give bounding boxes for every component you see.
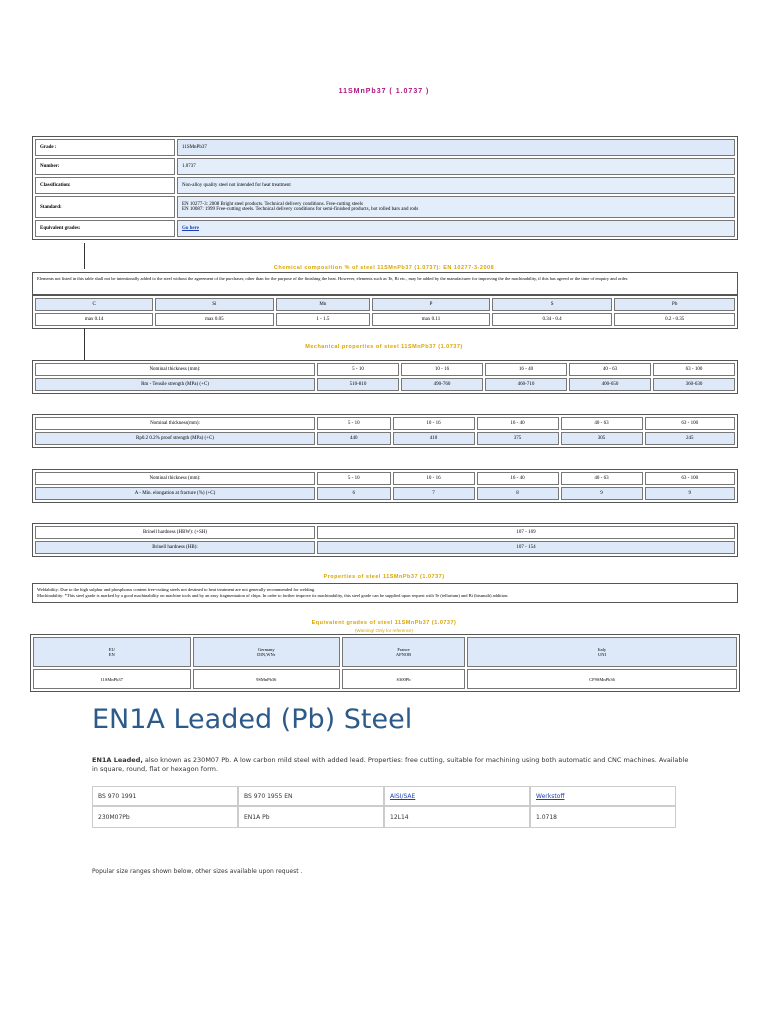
chem-header-si: Si — [155, 298, 273, 311]
en1a-value-bs970-1991: 230M07Pb — [92, 806, 238, 828]
thickness-col: 63 - 100 — [645, 472, 735, 485]
elongation-value: 9 — [645, 487, 735, 500]
thickness-col: 10 - 16 — [393, 417, 475, 430]
nominal-thickness-label: Nominal thickness (mm): — [35, 363, 315, 376]
tensile-value: 360-630 — [653, 378, 735, 391]
weldability-text: Weldability: Due to the high sulphur and phosphorus content free-cutting steels not destined to heat treatment are not generally recommended for welding. — [37, 587, 316, 592]
tensile-value: 490-760 — [401, 378, 483, 391]
nominal-thickness-label: Nominal thickness(mm): — [35, 417, 315, 430]
proof-value: 245 — [645, 432, 735, 445]
elongation-value: 6 — [317, 487, 391, 500]
chem-header-c: C — [35, 298, 153, 311]
tensile-strength-table — [32, 360, 738, 394]
equiv-value-italy: CF9SMnPb36 — [467, 669, 737, 689]
en1a-value-aisi: 12L14 — [384, 806, 530, 828]
elongation-value: 7 — [393, 487, 475, 500]
tensile-value: 510-810 — [317, 378, 399, 391]
hardness-label-1: Brinell hardness (HBW): (+SH) — [35, 526, 315, 539]
chem-header-p: P — [372, 298, 490, 311]
equivalent-grades-table — [30, 634, 740, 692]
properties-heading: Properties of steel 11SMnPb37 (1.0737) — [323, 574, 445, 580]
en1a-desc-text: also known as 230M07 Pb. A low carbon mild steel with added lead. Properties: free cutting, suitable for machining using both automatic and CNC machines. Available in square, round, flat or hexagon form. — [92, 756, 689, 773]
chem-value-pb: 0.2 - 0.35 — [614, 313, 735, 326]
en1a-header-bs970-1991: BS 970 1991 — [92, 786, 238, 806]
proof-strength-label: Rp0.2 0.2% proof strength (MPa) (+C) — [35, 432, 315, 445]
number-value: 1.0737 — [177, 158, 735, 175]
machinability-text: Machinability: *This steel grade is marked by a good machinability on machine tools and by an easy fragmentation of chips. In order to further improve its machinability, this steel grade can be supplied upon request with Te (tellurium) and Bi (bismuth) addition. — [37, 592, 509, 598]
hardness-value-2: 107 - 154 — [317, 541, 735, 554]
properties-box — [32, 583, 738, 603]
equivalent-grades-heading: Equivalent grades of steel 11SMnPb37 (1.0737) — [311, 620, 457, 626]
tensile-value: 460-710 — [485, 378, 567, 391]
proof-value: 410 — [393, 432, 475, 445]
aisi-sae-link[interactable]: AISI/SAE — [390, 792, 416, 800]
grade-value: 11SMnPb37 — [177, 139, 735, 156]
tensile-strength-label: Rm - Tensile strength (MPa) (+C) — [35, 378, 315, 391]
equiv-header-france — [342, 637, 465, 667]
proof-value: 440 — [317, 432, 391, 445]
thickness-col: 40 - 63 — [561, 472, 643, 485]
thickness-col: 10 - 16 — [393, 472, 475, 485]
chem-header-mn: Mn — [276, 298, 371, 311]
classification-value: Non-alloy quality steel not intended for heat treatment — [177, 177, 735, 194]
go-here-link[interactable]: Go here — [182, 226, 199, 231]
thickness-col: 40 - 63 — [561, 417, 643, 430]
grade-label: Grade : — [35, 139, 175, 156]
standard-label: Standard: — [35, 196, 175, 218]
elongation-value: 9 — [561, 487, 643, 500]
thickness-col: 5 - 10 — [317, 417, 391, 430]
thickness-col: 16 - 40 — [477, 472, 559, 485]
chem-value-si: max 0.05 — [155, 313, 273, 326]
thickness-col: 63 - 100 — [645, 417, 735, 430]
thickness-col: 10 - 16 — [401, 363, 483, 376]
chem-header-s: S — [492, 298, 613, 311]
country-label: EU — [108, 647, 115, 652]
chemical-composition-table — [32, 295, 738, 329]
thickness-col: 16 - 40 — [485, 363, 567, 376]
mechanical-properties-heading: Mechanical properties of steel 11SMnPb37 (1.0737) — [305, 344, 463, 350]
thickness-col: 5 - 10 — [317, 472, 391, 485]
chemical-note: Elements not listed in this table shall not be intentionally added to the steel without the agreement of the purchaser, other than for the purpose of the finishing the heat. However, elements such as Te, Bi etc., may be added by the manufacturer for improving the the machinability, if this has agreed or the time of enquiry and order. — [32, 272, 738, 295]
hardness-label-2: Brinell hardness (HB): — [35, 541, 315, 554]
grade-info-table — [32, 136, 738, 240]
proof-value: 375 — [477, 432, 559, 445]
en1a-desc-bold: EN1A Leaded, — [92, 756, 143, 764]
en1a-value-bs970-1955: EN1A Pb — [238, 806, 384, 828]
tensile-value: 400-650 — [569, 378, 651, 391]
standard-label: UNI — [598, 652, 606, 657]
thickness-col: 63 - 100 — [653, 363, 735, 376]
classification-label: Classification: — [35, 177, 175, 194]
proof-value: 305 — [561, 432, 643, 445]
country-label: France — [397, 647, 410, 652]
thickness-col: 5 - 10 — [317, 363, 399, 376]
en1a-description — [92, 756, 692, 774]
reference-warning: (Warning! Only for reference) — [354, 628, 414, 633]
number-label: Number: — [35, 158, 175, 175]
hardness-table — [32, 523, 738, 557]
elongation-table — [32, 469, 738, 503]
chem-value-c: max 0.14 — [35, 313, 153, 326]
page-title: 11SMnPb37 ( 1.0737 ) — [338, 88, 430, 95]
werkstoff-link[interactable]: Werkstoff — [536, 792, 565, 800]
en1a-header-bs970-1955: BS 970 1955 EN — [238, 786, 384, 806]
size-ranges-note: Popular size ranges shown below, other sizes available upon request . — [92, 868, 303, 875]
equiv-header-germany — [193, 637, 340, 667]
en1a-table — [92, 786, 676, 828]
equiv-header-italy — [467, 637, 737, 667]
chem-value-mn: 1 - 1.5 — [276, 313, 371, 326]
proof-strength-table — [32, 414, 738, 448]
equivalent-grades-label: Equivalent grades: — [35, 220, 175, 237]
standard-label: DIN,WNr — [257, 652, 276, 657]
hardness-value-1: 107 - 169 — [317, 526, 735, 539]
en1a-title: EN1A Leaded (Pb) Steel — [92, 704, 413, 735]
standard-label: EN — [108, 652, 115, 657]
thickness-col: 40 - 63 — [569, 363, 651, 376]
nominal-thickness-label: Nominal thickness (mm): — [35, 472, 315, 485]
chem-value-s: 0.34 - 0.4 — [492, 313, 613, 326]
country-label: Germany — [257, 647, 275, 652]
equiv-value-france: S300Pb — [342, 669, 465, 689]
elongation-label: A - Min. elongation at fracture (%) (+C) — [35, 487, 315, 500]
equiv-value-germany: 9SMnPb36 — [193, 669, 340, 689]
chemical-composition-heading: Chemical composition % of steel 11SMnPb37 (1.0737): EN 10277-3-2008 — [273, 265, 495, 271]
standard-value-2: EN 10087: 1999 Free-cutting steels. Technical delivery conditions for semi-finished products, hot rolled bars and rods — [182, 207, 419, 212]
chem-value-p: max 0.11 — [372, 313, 490, 326]
en1a-value-werkstoff: 1.0718 — [530, 806, 676, 828]
elongation-value: 8 — [477, 487, 559, 500]
equiv-header-eu — [33, 637, 191, 667]
thickness-col: 16 - 40 — [477, 417, 559, 430]
standard-label: AFNOR — [395, 652, 412, 657]
chem-header-pb: Pb — [614, 298, 735, 311]
country-label: Italy — [597, 647, 607, 652]
standard-value-1: EN 10277-3: 2008 Bright steel products. Technical delivery conditions. Free-cutting steels — [182, 202, 363, 207]
equiv-value-eu: 11SMnPb37 — [33, 669, 191, 689]
